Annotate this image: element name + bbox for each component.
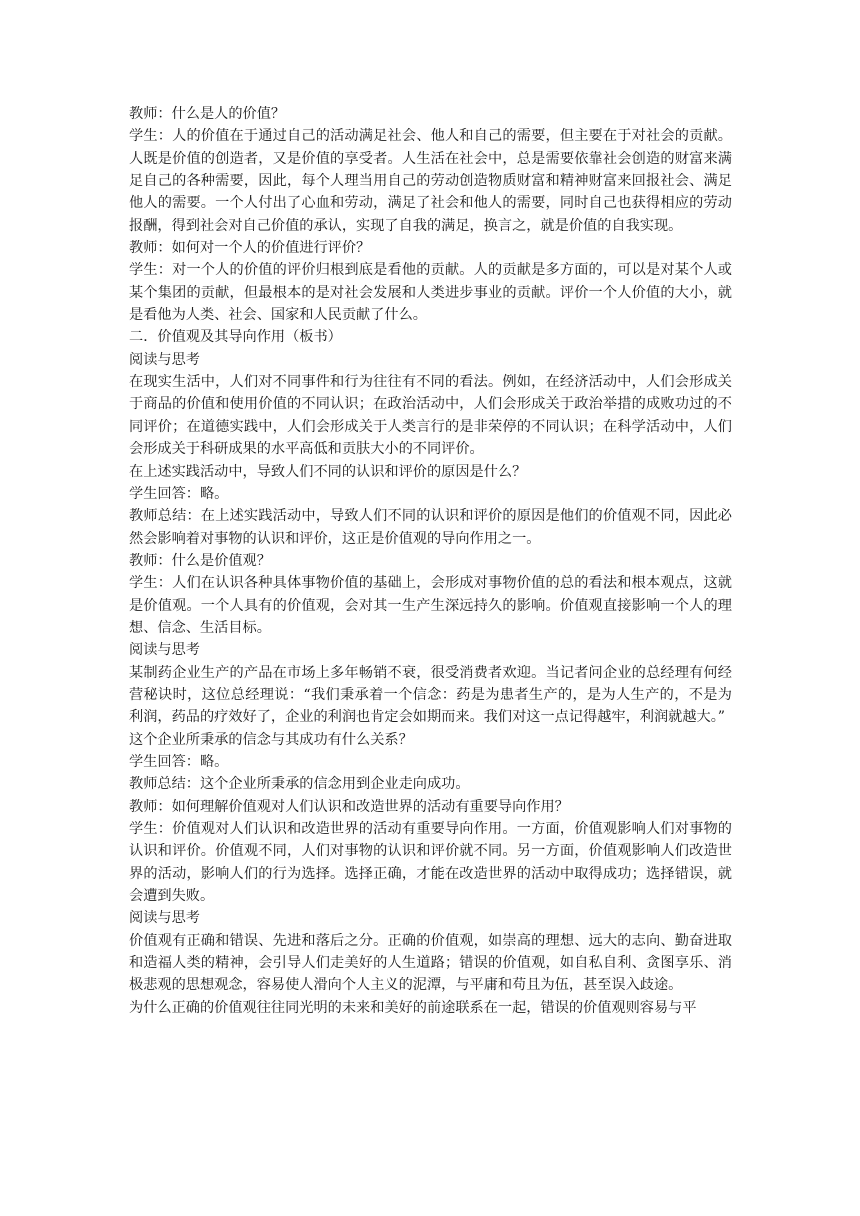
paragraph: 在上述实践活动中，导致人们不同的认识和评价的原因是什么？: [129, 463, 527, 480]
paragraph: 教师：如何理解价值观对人们认识和改造世界的活动有重要导向作用？: [129, 798, 569, 815]
subheading: 阅读与思考: [129, 910, 200, 927]
paragraph: 为什么正确的价值观往往同光明的未来和美好的前途联系在一起，错误的价值观则容易与平: [129, 999, 697, 1016]
paragraph: 教师总结：这个企业所秉承的信念用到企业走向成功。: [129, 776, 470, 793]
section-heading: 二．价值观及其导向作用（板书）: [129, 329, 342, 346]
paragraph: 教师总结：在上述实践活动中，导致人们不同的认识和评价的原因是他们的价值观不同，因此必然会影响着对事物的认识和评价，这正是价值观的导向作用之一。: [129, 508, 732, 547]
document-body: [129, 103, 732, 1019]
subheading: 阅读与思考: [129, 642, 200, 659]
paragraph: 教师：如何对一个人的价值进行评价？: [129, 240, 371, 257]
paragraph: 在现实生活中，人们对不同事件和行为往往有不同的看法。例如，在经济活动中，人们会形成关于商品的价值和使用价值的不同认识；在政治活动中，人们会形成关于政治举措的成败功过的不同评价；在道德实践中，人们会形成关于人类言行的是非荣停的不同认识；在科学活动中，人们会形成关于科研成果的水平高低和贡肤大小的不同评价。: [129, 374, 732, 458]
paragraph: 学生：对一个人的价值的评价归根到底是看他的贡献。人的贡献是多方面的，可以是对某个人或某个集团的贡献，但最根本的是对社会发展和人类进步事业的贡献。评价一个人价值的大小，就是看他为人类、社会、国家和人民贡献了什么。: [129, 262, 732, 324]
paragraph: 教师：什么是价值观？: [129, 552, 271, 569]
paragraph: 这个企业所秉承的信念与其成功有什么关系？: [129, 731, 413, 748]
paragraph: 某制药企业生产的产品在市场上多年畅销不衰，很受消费者欢迎。当记者问企业的总经理有何经营秘诀时，这位总经理说：“我们秉承着一个信念：药是为患者生产的，是为人生产的，不是为利润，药品的疗效好了，企业的利润也肯定会如期而来。我们对这一点记得越牢，利润就越大。”: [129, 664, 732, 726]
paragraph: 学生回答：略。: [129, 753, 229, 770]
paragraph: 教师：什么是人的价值？: [129, 106, 286, 122]
paragraph: 学生：人们在认识各种具体事物价值的基础上，会形成对事物价值的总的看法和根本观点，这就是价值观。一个人具有的价值观，会对其一生产生深远持久的影响。价值观直接影响一个人的理想、信念、生活目标。: [129, 575, 732, 636]
paragraph: 学生：价值观对人们认识和改造世界的活动有重要导向作用。一方面，价值观影响人们对事物的认识和评价。价值观不同，人们对事物的认识和评价就不同。另一方面，价值观影响人们改造世界的活动，影响人们的行为选择。选择正确，才能在改造世界的活动中取得成功；选择错误，就会遭到失败。: [129, 821, 732, 905]
paragraph: 价值观有正确和错误、先进和落后之分。正确的价值观，如崇高的理想、远大的志向、勤奋进取和造福人类的精神，会引导人们走美好的人生道路；错误的价值观，如自私自利、贪图享乐、消极悲观的思想观念，容易使人滑向个人主义的泥潭，与平庸和苟且为伍，甚至误入歧途。: [129, 932, 732, 994]
subheading: 阅读与思考: [129, 351, 200, 368]
paragraph: 学生：人的价值在于通过自己的活动满足社会、他人和自己的需要，但主要在于对社会的贡献。人既是价值的创造者，又是价值的享受者。人生活在社会中，总是需要依靠社会创造的财富来满足自己的各种需要，因此，每个人理当用自己的劳动创造物质财富和精神财富来回报社会、满足他人的需要。一个人付出了心血和劳动，满足了社会和他人的需要，同时自己也获得相应的劳动报酬，得到社会对自己价值的承认，实现了自我的满足，换言之，就是价值的自我实现。: [129, 128, 732, 234]
paragraph: 学生回答：略。: [129, 485, 229, 502]
